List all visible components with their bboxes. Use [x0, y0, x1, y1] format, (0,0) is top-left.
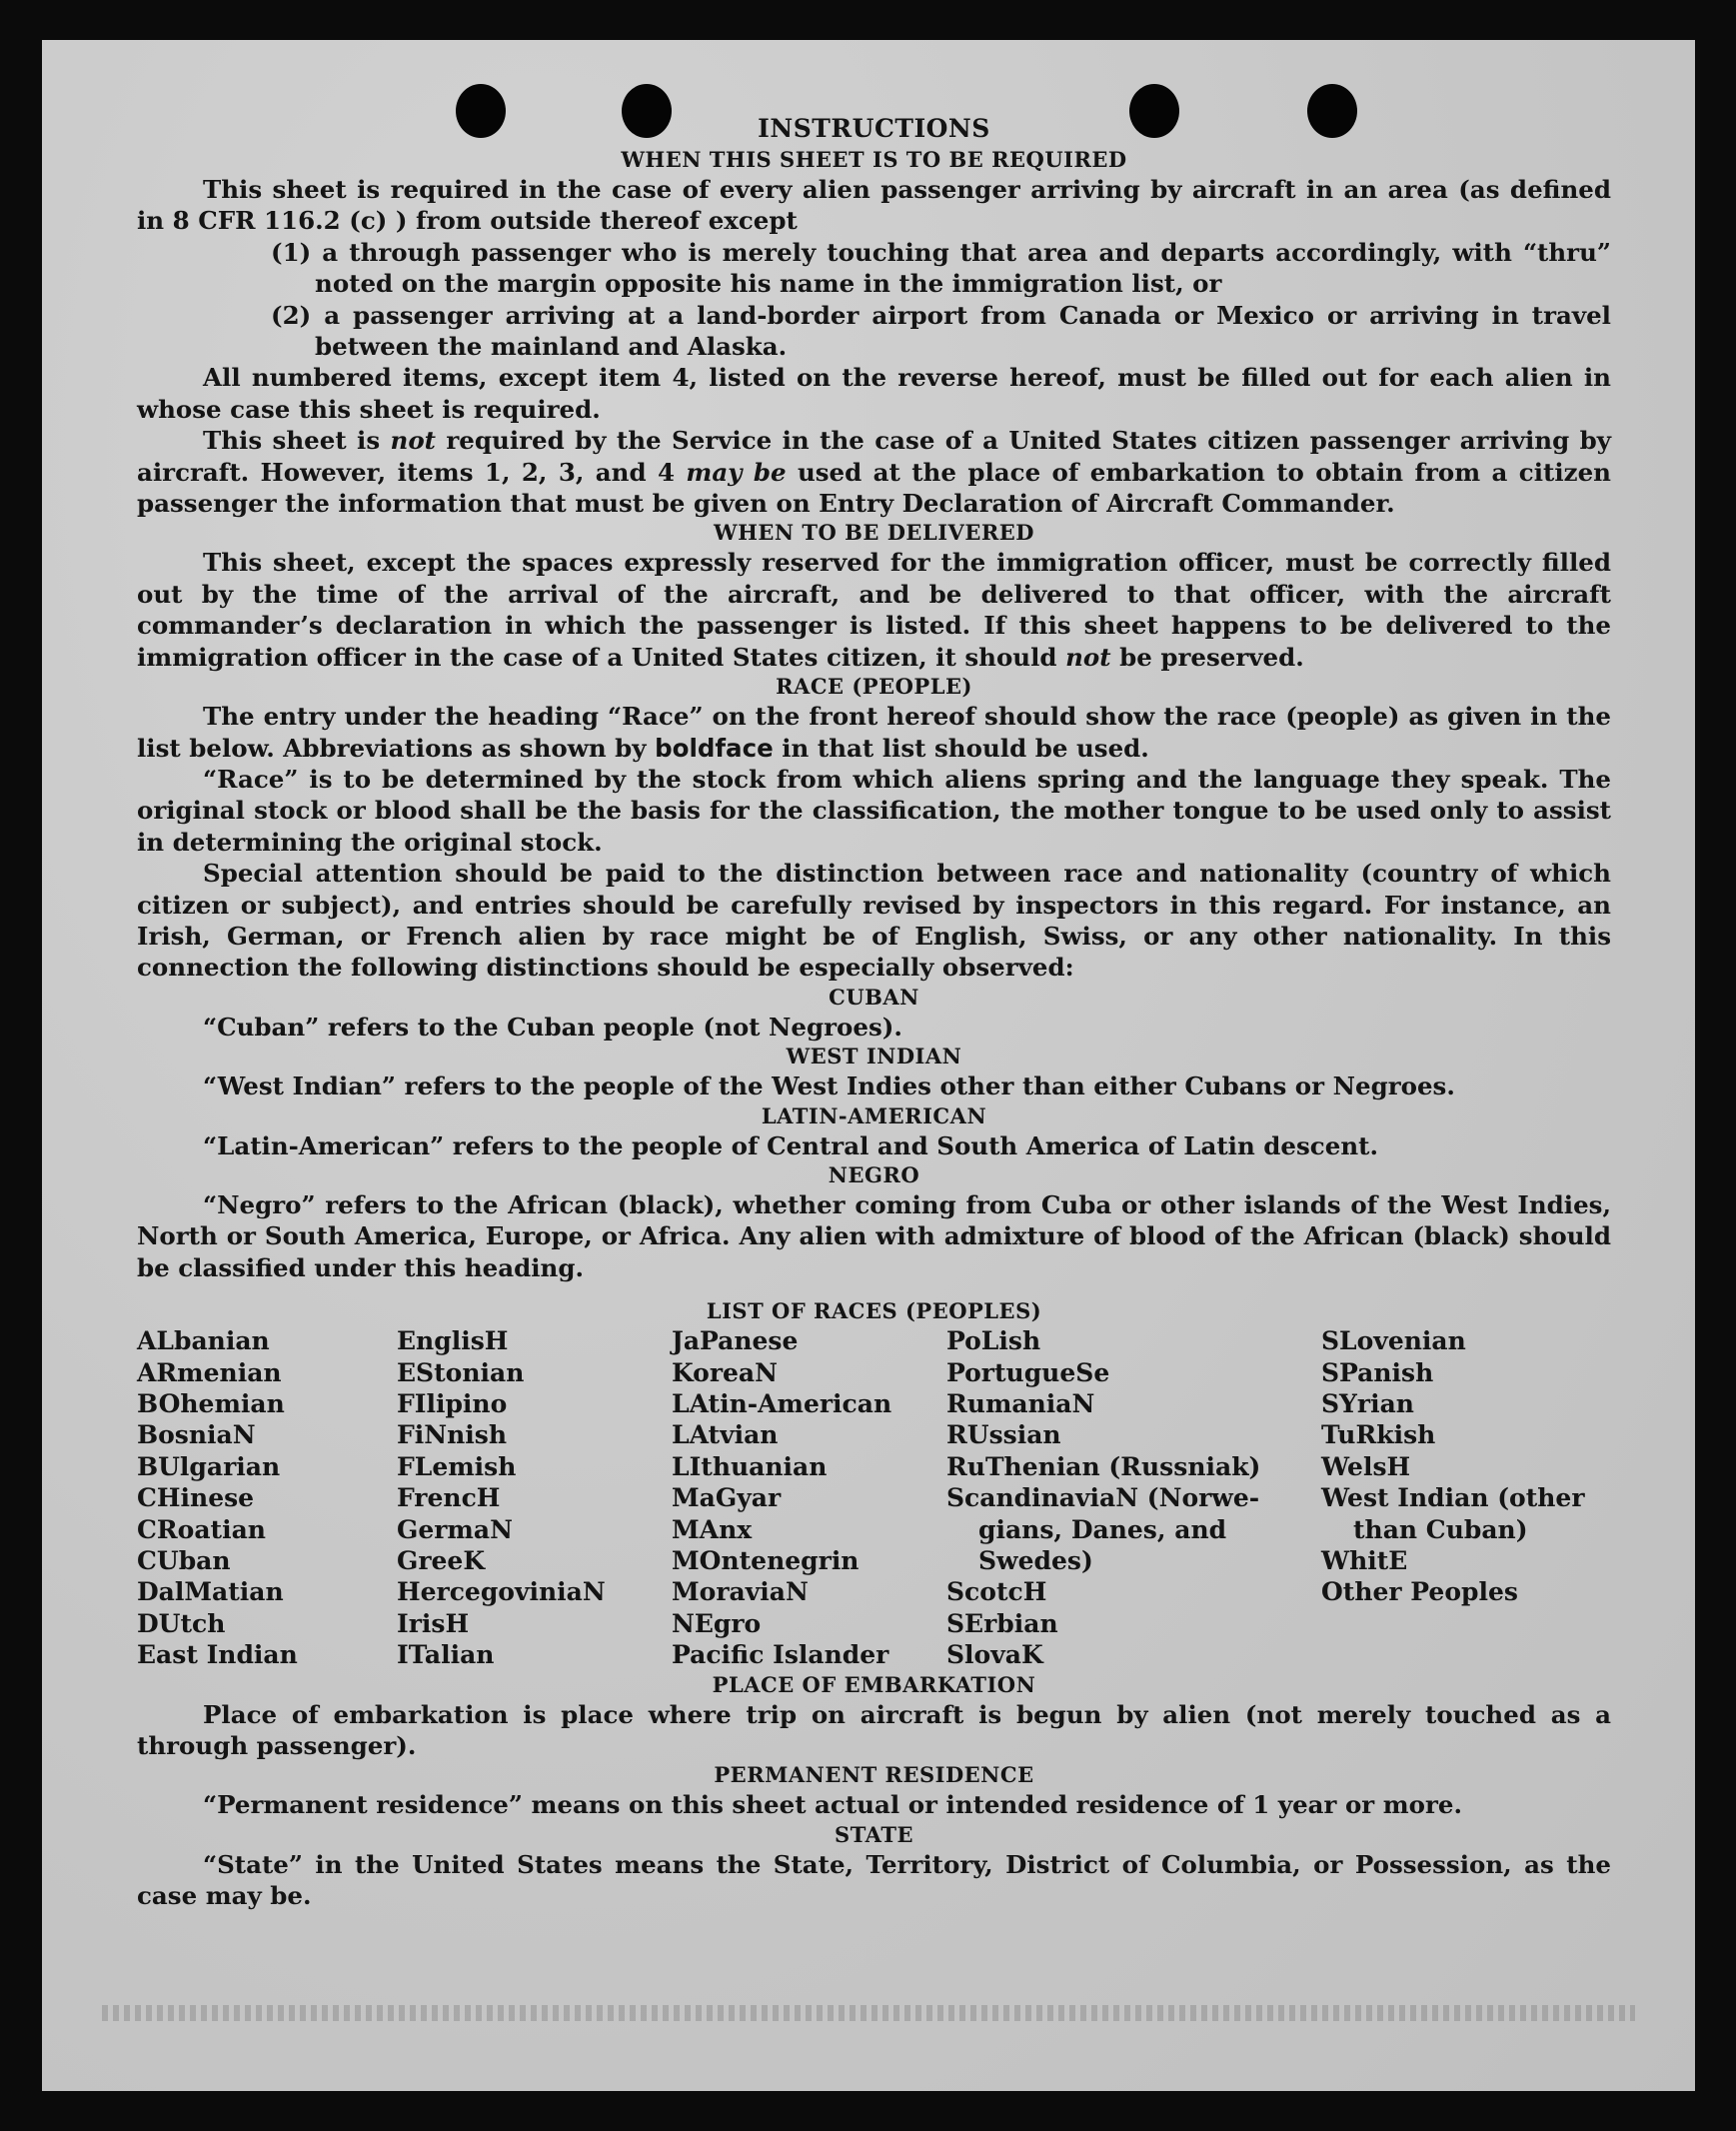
section-heading-west-indian: WEST INDIAN [786, 1044, 962, 1069]
section-heading-negro: NEGRO [828, 1161, 920, 1187]
race-item: EnglisH [397, 1326, 509, 1356]
section-heading-cuban: CUBAN [829, 984, 919, 1010]
paragraph: “Latin-American” refers to the people of Central and South America of Latin descent. [203, 1130, 1378, 1160]
section-heading-when-delivered: WHEN TO BE DELIVERED [713, 520, 1034, 546]
race-item: BosniaN [137, 1420, 256, 1450]
punch-hole [1307, 84, 1357, 138]
paragraph: This sheet is not required by the Service in the case of a United States citizen passenger arriving by aircraft. However, items 1, 2, 3, and 4 may be used at the place of embarkation to obtain from a citizen passenger the information that must be given on Entry Declaration of Aircraft Commander. [137, 426, 1612, 519]
race-item: TuRkish [1321, 1420, 1436, 1450]
race-item: NEgro [672, 1608, 762, 1638]
race-item: GermaN [397, 1514, 513, 1544]
race-item: SLovenian [1321, 1326, 1466, 1356]
illegible-footer-print [102, 2005, 1635, 2021]
section-heading-race: RACE (PEOPLE) [776, 674, 972, 700]
race-item: BOhemian [137, 1389, 285, 1418]
instruction-sheet [42, 40, 1695, 2091]
race-item: SPanish [1321, 1357, 1434, 1387]
races-list [137, 1325, 1611, 1670]
race-item: FIlipino [397, 1389, 508, 1418]
race-item: SlovaK [946, 1640, 1043, 1670]
paragraph: “Race” is to be determined by the stock from which aliens spring and the language they speak. The original stock or blood shall be the basis for the classification, the mother tongue to be used only to assist in determining the original stock. [137, 764, 1611, 857]
section-heading-when-required: WHEN THIS SHEET IS TO BE REQUIRED [621, 147, 1127, 172]
race-item: gians, Danes, and [978, 1514, 1227, 1544]
punch-hole [1129, 84, 1179, 138]
race-item: Other Peoples [1321, 1577, 1518, 1607]
race-item: KoreaN [672, 1357, 778, 1387]
paragraph: “State” in the United States means the State, Territory, District of Columbia, or Possession, as the case may be. [137, 1849, 1611, 1911]
section-heading-place-of-embarkation: PLACE OF EMBARKATION [712, 1671, 1036, 1697]
race-item: MOntenegrin [672, 1546, 860, 1576]
race-item: CHinese [137, 1483, 255, 1513]
race-item: SErbian [946, 1608, 1058, 1638]
race-item: PoLish [946, 1326, 1041, 1356]
race-item: DUtch [137, 1608, 226, 1638]
race-item: BUlgarian [137, 1451, 281, 1481]
race-item: MaGyar [672, 1483, 782, 1513]
race-item: CUban [137, 1546, 231, 1576]
races-column [397, 1325, 672, 1670]
punch-hole [622, 84, 672, 138]
races-column [1321, 1325, 1611, 1670]
race-item: RumaniaN [946, 1389, 1095, 1418]
race-item: RuThenian (Russniak) [946, 1451, 1261, 1481]
race-item: ScandinaviaN (Norwe- [946, 1483, 1260, 1513]
races-column [137, 1325, 397, 1670]
race-item: GreeK [397, 1546, 486, 1576]
race-item: CRoatian [137, 1514, 266, 1544]
section-heading-state: STATE [835, 1821, 913, 1847]
race-item: Pacific Islander [672, 1640, 889, 1670]
race-item: ScotcH [946, 1577, 1047, 1607]
paragraph: “West Indian” refers to the people of the West Indies other than either Cubans or Negroes. [203, 1071, 1455, 1101]
punch-hole [456, 84, 506, 138]
list-item: (2) a passenger arriving at a land-border airport from Canada or Mexico or arriving in travel between the mainland and Alaska. [271, 300, 1611, 362]
race-item: ARmenian [137, 1357, 282, 1387]
race-item: FrencH [397, 1483, 501, 1513]
race-item: WelsH [1321, 1451, 1411, 1481]
page-title: INSTRUCTIONS [758, 114, 990, 143]
race-item: FiNnish [397, 1420, 508, 1450]
races-column [672, 1325, 946, 1670]
race-item: WhitE [1321, 1546, 1408, 1576]
paragraph: This sheet, except the spaces expressly reserved for the immigration officer, must be correctly filled out by the time of the arrival of the aircraft, and be delivered to that officer, with the aircraft commander’s declaration in which the passenger is listed. If this sheet happens to be delivered to the immigration officer in the case of a United States citizen, it should not be preserved. [137, 548, 1611, 672]
race-item: East Indian [137, 1640, 298, 1670]
race-item: ALbanian [137, 1326, 270, 1356]
paragraph: “Cuban” refers to the Cuban people (not Negroes). [203, 1012, 902, 1042]
races-column [946, 1325, 1321, 1670]
race-item: EStonian [397, 1357, 525, 1387]
list-item: (1) a through passenger who is merely touching that area and departs accordingly, with “thru” noted on the margin opposite his name in the immigration list, or [271, 237, 1611, 299]
race-item: FLemish [397, 1451, 517, 1481]
paragraph: All numbered items, except item 4, listed on the reverse hereof, must be filled out for each alien in whose case this sheet is required. [137, 363, 1611, 424]
paragraph: This sheet is required in the case of every alien passenger arriving by aircraft in an area (as defined in 8 CFR 116.2 (c) ) from outside thereof except [137, 175, 1611, 236]
race-item: West Indian (other [1321, 1483, 1585, 1513]
race-item: MoraviaN [672, 1577, 809, 1607]
race-item: LAtvian [672, 1420, 779, 1450]
paragraph: Place of embarkation is place where trip on aircraft is begun by alien (not merely touched as a through passenger). [137, 1699, 1611, 1761]
race-item: LIthuanian [672, 1451, 828, 1481]
paragraph: “Permanent residence” means on this sheet actual or intended residence of 1 year or more. [203, 1790, 1463, 1820]
section-heading-permanent-residence: PERMANENT RESIDENCE [714, 1762, 1034, 1788]
race-item: than Cuban) [1353, 1514, 1528, 1544]
paragraph: “Negro” refers to the African (black), whether coming from Cuba or other islands of the West Indies, North or South America, Europe, or Africa. Any alien with admixture of blood of the African (black) should be classified under this heading. [137, 1189, 1611, 1282]
race-item: MAnx [672, 1514, 753, 1544]
race-item: HercegoviniaN [397, 1577, 606, 1607]
race-item: PortugueSe [946, 1357, 1110, 1387]
section-heading-list-of-races: LIST OF RACES (PEOPLES) [706, 1298, 1042, 1324]
section-heading-latin-american: LATIN-AMERICAN [761, 1102, 987, 1128]
race-item: JaPanese [672, 1326, 799, 1356]
race-item: Swedes) [978, 1546, 1093, 1576]
paragraph: Special attention should be paid to the distinction between race and nationality (country of which citizen or subject), and entries should be carefully revised by inspectors in this regard. For instance, an Irish, German, or French alien by race might be of English, Swiss, or any other nationality. In this connection the following distinctions should be especially observed: [137, 859, 1611, 983]
race-item: DalMatian [137, 1577, 284, 1607]
race-item: RUssian [946, 1420, 1061, 1450]
race-item: IrisH [397, 1608, 470, 1638]
race-item: ITalian [397, 1640, 495, 1670]
race-item: LAtin-American [672, 1389, 892, 1418]
race-item: SYrian [1321, 1389, 1414, 1418]
paragraph: The entry under the heading “Race” on the front hereof should show the race (people) as given in the list below. Abbreviations as shown by boldface in that list should be used. [137, 702, 1611, 763]
